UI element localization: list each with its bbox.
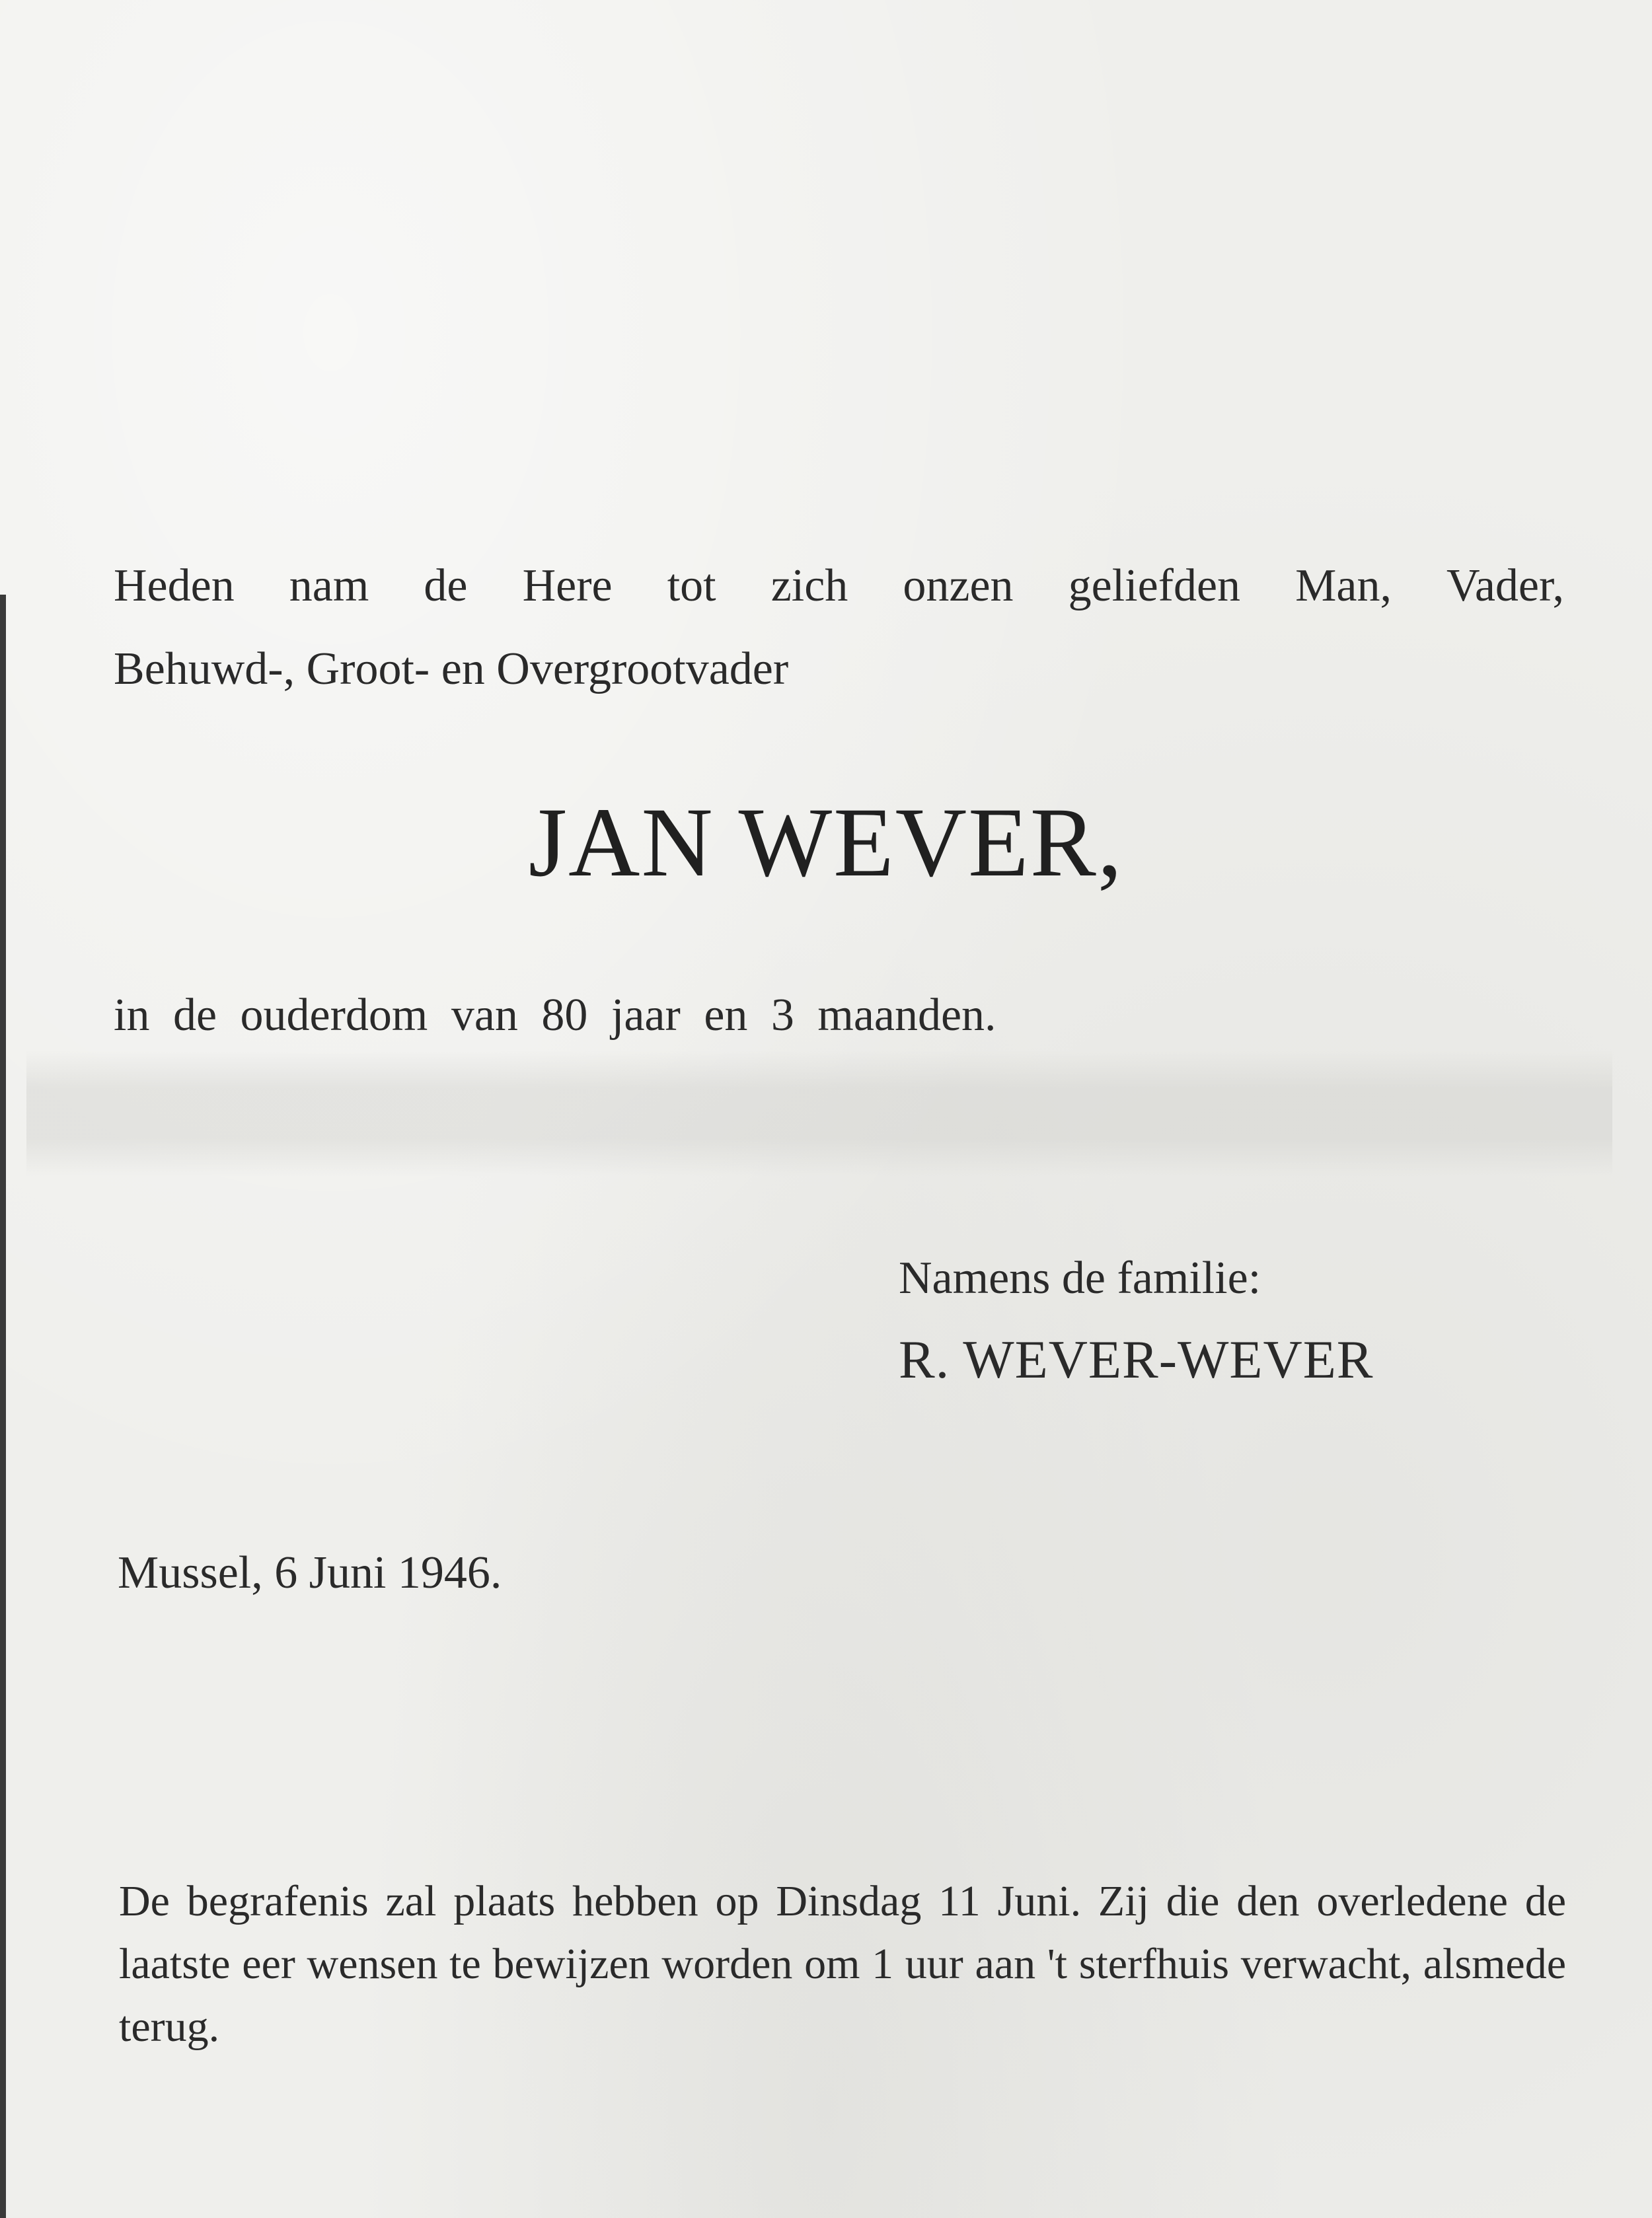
bleed-through-band bbox=[26, 1051, 1612, 1176]
family-label: Namens de familie: bbox=[899, 1253, 1261, 1304]
intro-word: Heden bbox=[114, 560, 235, 611]
place-date: Mussel, 6 Juni 1946. bbox=[118, 1547, 502, 1598]
age-line: in de ouderdom van 80 jaar en 3 maanden. bbox=[114, 990, 996, 1041]
funeral-paragraph: De begrafenis zal plaats hebben op Dinsdag 11 Juni. Zij die den overledene de laatste eer wensen te bewijzen worden om 1 uur aan 't sterfhuis verwacht, alsmede terug. bbox=[119, 1877, 1566, 2051]
intro-word: geliefden bbox=[1068, 560, 1241, 611]
intro-word: zich bbox=[770, 560, 848, 611]
intro-word: Man, bbox=[1295, 560, 1392, 611]
family-name: R. WEVER-WEVER bbox=[899, 1329, 1374, 1389]
intro-word: tot bbox=[667, 560, 716, 611]
deceased-name: JAN WEVER, bbox=[528, 788, 1124, 897]
intro-word: nam bbox=[289, 560, 369, 611]
intro-word: de bbox=[424, 560, 468, 611]
intro-line-2: Behuwd-, Groot- en Overgrootvader bbox=[114, 644, 789, 694]
intro-word: Vader, bbox=[1446, 560, 1564, 611]
intro-line-1 bbox=[114, 560, 1564, 611]
intro-word: Here bbox=[522, 560, 613, 611]
intro-word: onzen bbox=[903, 560, 1014, 611]
